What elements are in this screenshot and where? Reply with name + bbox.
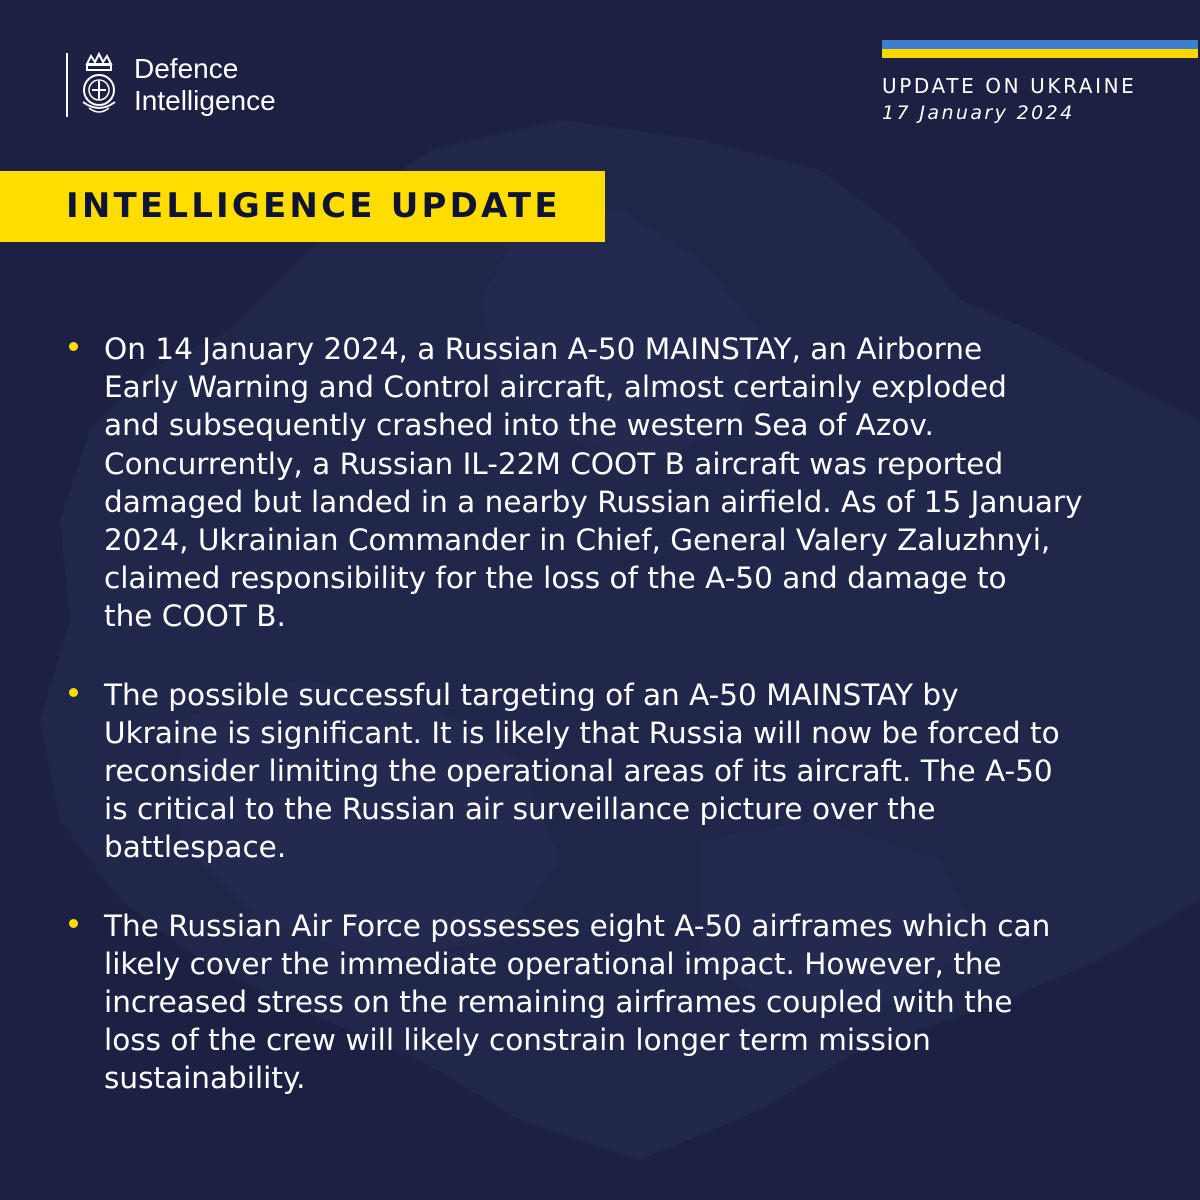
flag-yellow-stripe (882, 49, 1198, 58)
bullet-line: The Russian Air Force possesses eight A-50 airframes which can (104, 908, 1051, 943)
update-label: UPDATE ON UKRAINE (882, 74, 1137, 98)
bullet-dot-icon (69, 919, 78, 928)
bullet-text (104, 330, 1146, 636)
banner-title: INTELLIGENCE UPDATE (66, 186, 561, 226)
defence-intelligence-logo (66, 52, 276, 118)
bullet-line: sustainability. (104, 1061, 306, 1096)
intelligence-update-banner (0, 171, 605, 242)
bullet-line: the COOT B. (104, 599, 286, 634)
logo-text (134, 53, 276, 117)
bullet-line: likely cover the immediate operational impact. However, the (104, 946, 1002, 981)
bullet-line: On 14 January 2024, a Russian A-50 MAINSTAY, an Airborne (104, 332, 983, 366)
bullet-dot-icon (69, 342, 78, 351)
bullet-list (66, 330, 1146, 1138)
bullet-line: Ukraine is significant. It is likely that Russia will now be forced to (104, 715, 1060, 750)
bullet-line: loss of the crew will likely constrain longer term mission (104, 1023, 931, 1058)
ukraine-flag-bar (882, 40, 1198, 58)
bullet-line: increased stress on the remaining airframes coupled with the (104, 985, 1013, 1020)
bullet-dot-icon (69, 688, 78, 697)
flag-blue-stripe (882, 40, 1198, 49)
logo-text-defence: Defence (134, 53, 239, 84)
bullet-line: claimed responsibility for the loss of the A-50 and damage to (104, 561, 1007, 596)
bullet-line: Concurrently, a Russian IL-22M COOT B aircraft was reported (104, 446, 1004, 481)
bullet-item-2 (66, 676, 1146, 867)
royal-crest-icon (76, 52, 122, 118)
bullet-line: is critical to the Russian air surveillance picture over the (104, 792, 936, 827)
bullet-line: 2024, Ukrainian Commander in Chief, General Valery Zaluzhnyi, (104, 523, 1051, 558)
bullet-line: Early Warning and Control aircraft, almost certainly exploded (104, 370, 1007, 405)
bullet-line: The possible successful targeting of an A-50 MAINSTAY by (104, 677, 959, 712)
bullet-line: battlespace. (104, 830, 287, 865)
bullet-text (104, 907, 1146, 1098)
update-date: 17 January 2024 (882, 102, 1075, 124)
bullet-item-3 (66, 907, 1146, 1098)
bullet-item-1 (66, 330, 1146, 636)
logo-text-intelligence: Intelligence (134, 85, 276, 116)
bullet-line: reconsider limiting the operational areas of its aircraft. The A-50 (104, 754, 1053, 789)
bullet-text (104, 676, 1146, 867)
logo-divider (66, 53, 68, 117)
bullet-line: and subsequently crashed into the western Sea of Azov. (104, 408, 934, 443)
bullet-line: damaged but landed in a nearby Russian airfield. As of 15 January (104, 484, 1083, 519)
